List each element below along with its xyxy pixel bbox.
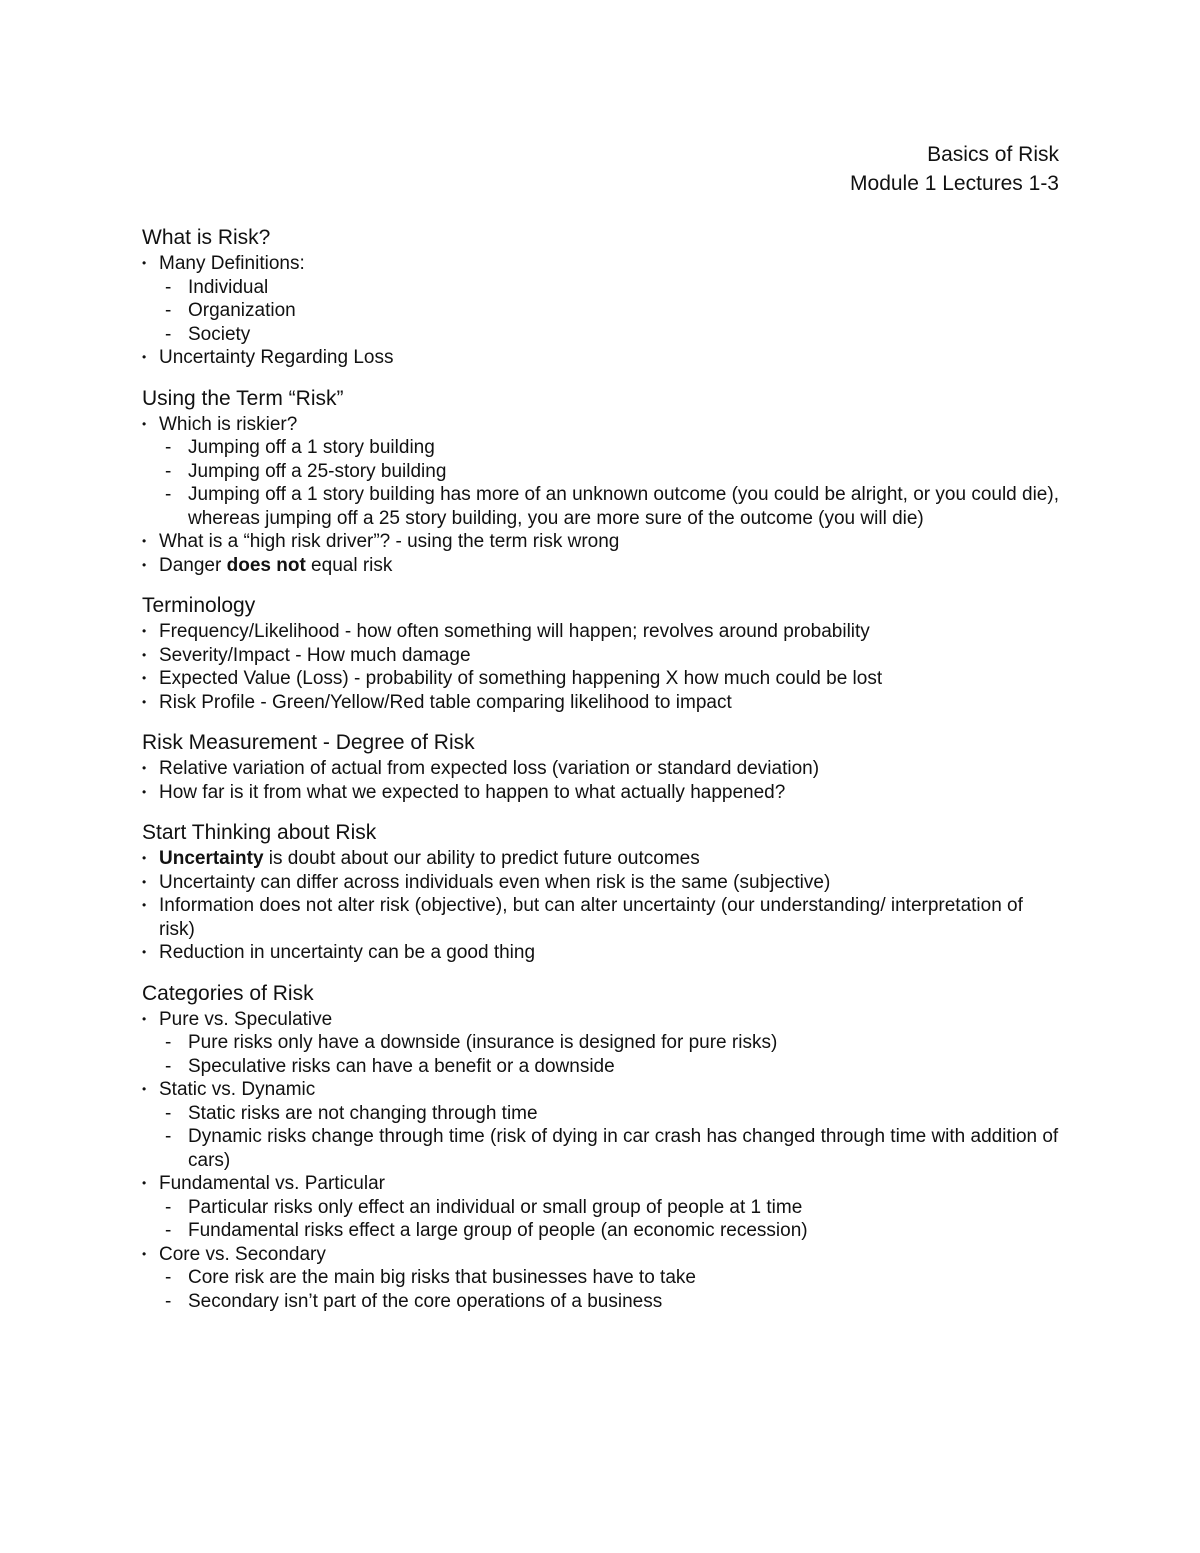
section-risk-measurement [142,729,1062,804]
bullet-icon: • [142,647,147,662]
section-using-term [142,385,1062,578]
list-item [142,941,1062,965]
emphasis-text: does not [226,554,306,576]
bullet-icon: • [142,624,147,638]
sub-list-item [159,1055,1062,1079]
bullet-icon: • [142,898,147,912]
document-title: Basics of Risk [927,143,1059,166]
dash-icon: - [165,323,172,345]
section-heading: Terminology [142,594,256,617]
sub-list-item-text: Core risk are the main big risks that businesses have to take [188,1267,696,1288]
bullet-list [142,847,1062,965]
dash-icon: - [165,460,172,482]
list-item [142,781,1062,805]
bullet-list [142,1008,1062,1314]
list-item [142,871,1062,895]
section-heading: What is Risk? [142,226,271,249]
list-item [142,1172,1062,1243]
list-item-text-post: is doubt about our ability to predict future outcomes [263,848,700,869]
sub-list-item-text: Secondary isn’t part of the core operations of a business [188,1290,663,1312]
dash-icon: - [165,1126,172,1147]
section-heading: Risk Measurement - Degree of Risk [142,731,475,754]
bullet-icon: • [142,671,147,685]
bullet-icon: • [142,350,147,364]
list-item-text: Which is riskier? [159,413,298,435]
sub-list-item-text: Static risks are not changing through time [188,1102,538,1124]
sub-list-item-text: Individual [188,276,269,298]
list-item [142,667,1062,691]
list-item-text: Fundamental vs. Particular [159,1173,385,1194]
sub-list-item-text: Society [188,323,251,345]
bullet-list [142,252,1062,370]
bullet-icon: • [142,945,147,959]
list-item [142,894,1062,941]
sub-list-item [159,1290,1062,1314]
list-item [142,1078,1062,1172]
sub-list [159,1031,1062,1078]
list-item-text: Frequency/Likelihood - how often something will happen; revolves around probability [159,621,870,642]
dash-icon: - [165,1032,172,1053]
dash-icon: - [165,276,172,298]
sub-list-item-text: Jumping off a 1 story building has more of an unknown outcome (you could be alright, or you could die), whereas jumping off a 25 story building, you are more sure of the outcome (you will die) [188,484,1059,529]
list-item-text: What is a “high risk driver”? - using the term risk wrong [159,531,620,552]
list-item-text: Many Definitions: [159,253,305,274]
list-item-text: Uncertainty can differ across individuals even when risk is the same (subjective) [159,871,831,893]
list-item-text: Pure vs. Speculative [159,1008,333,1030]
list-item [142,620,1062,644]
sub-list [159,436,1062,530]
bullet-icon: • [142,1246,147,1261]
sub-list-item-text: Fundamental risks effect a large group of people (an economic recession) [188,1220,808,1241]
sub-list-item [159,299,1062,323]
list-item-text: Static vs. Dynamic [159,1079,316,1100]
list-item-text: Severity/Impact - How much damage [159,644,471,666]
bullet-icon: • [142,1176,147,1190]
dash-icon: - [165,1267,172,1288]
dash-icon: - [165,1102,172,1124]
dash-icon: - [165,1196,172,1218]
section-categories [142,980,1062,1314]
sub-list [159,1266,1062,1313]
dash-icon: - [165,1220,172,1241]
bullet-icon: • [142,416,147,431]
list-item [142,847,1062,871]
list-item-text: Uncertainty Regarding Loss [159,347,394,368]
section-what-is-risk [142,224,1062,370]
sub-list [159,1196,1062,1243]
sub-list [159,276,1062,347]
list-item [142,644,1062,668]
list-item-text: Information does not alter risk (objective), but can alter uncertainty (our understanding/ interpretation of risk) [159,895,1023,940]
list-item [142,1008,1062,1079]
sub-list-item-text: Dynamic risks change through time (risk of dying in car crash has changed through time with addition of cars) [188,1126,1059,1171]
bullet-list [142,757,1062,804]
sub-list-item [159,1266,1062,1290]
list-item [142,554,1062,578]
sub-list-item [159,1219,1062,1243]
sub-list-item-text: Jumping off a 25-story building [188,460,447,482]
dash-icon: - [165,437,172,458]
list-item-text: Relative variation of actual from expected loss (variation or standard deviation) [159,758,820,779]
list-item-text: Reduction in uncertainty can be a good thing [159,942,536,963]
list-item-text: Core vs. Secondary [159,1243,326,1265]
sub-list-item [159,483,1062,530]
bullet-icon: • [142,694,147,709]
list-item [142,252,1062,346]
bullet-icon: • [142,874,147,889]
bullet-icon: • [142,1011,147,1026]
sub-list-item [159,460,1062,484]
bullet-list [142,413,1062,578]
list-item [142,413,1062,531]
document-subtitle: Module 1 Lectures 1-3 [850,172,1059,195]
list-item [142,530,1062,554]
document-header [850,140,1059,198]
dash-icon: - [165,1290,172,1312]
sub-list-item [159,276,1062,300]
document-body [142,224,1062,1328]
sub-list-item [159,323,1062,347]
sub-list-item [159,1031,1062,1055]
list-item-text: Risk Profile - Green/Yellow/Red table comparing likelihood to impact [159,691,732,713]
sub-list-item [159,436,1062,460]
bullet-icon: • [142,557,147,572]
bullet-icon: • [142,1082,147,1096]
section-terminology [142,592,1062,714]
dash-icon: - [165,300,172,321]
list-item-text: Expected Value (Loss) - probability of something happening X how much could be lost [159,668,883,689]
section-heading: Start Thinking about Risk [142,821,377,844]
list-item [142,1243,1062,1314]
sub-list-item [159,1102,1062,1126]
bullet-list [142,620,1062,714]
list-item-text-pre: Danger [159,554,227,576]
sub-list-item [159,1196,1062,1220]
sub-list-item-text: Speculative risks can have a benefit or a downside [188,1055,615,1077]
emphasis-text: Uncertainty [159,848,264,869]
list-item [142,346,1062,370]
sub-list-item-text: Jumping off a 1 story building [188,437,435,458]
sub-list-item [159,1125,1062,1172]
bullet-icon: • [142,761,147,775]
sub-list [159,1102,1062,1173]
bullet-icon: • [142,851,147,865]
list-item-text: How far is it from what we expected to happen to what actually happened? [159,781,786,803]
section-start-thinking [142,819,1062,965]
list-item-text-post: equal risk [305,554,393,576]
section-heading: Using the Term “Risk” [142,386,344,410]
section-heading: Categories of Risk [142,981,314,1005]
list-item [142,757,1062,781]
bullet-icon: • [142,256,147,270]
dash-icon: - [165,484,172,505]
dash-icon: - [165,1055,172,1077]
bullet-icon: • [142,784,147,799]
sub-list-item-text: Organization [188,300,296,321]
list-item [142,691,1062,715]
sub-list-item-text: Particular risks only effect an individual or small group of people at 1 time [188,1196,803,1218]
sub-list-item-text: Pure risks only have a downside (insurance is designed for pure risks) [188,1032,778,1053]
bullet-icon: • [142,534,147,548]
